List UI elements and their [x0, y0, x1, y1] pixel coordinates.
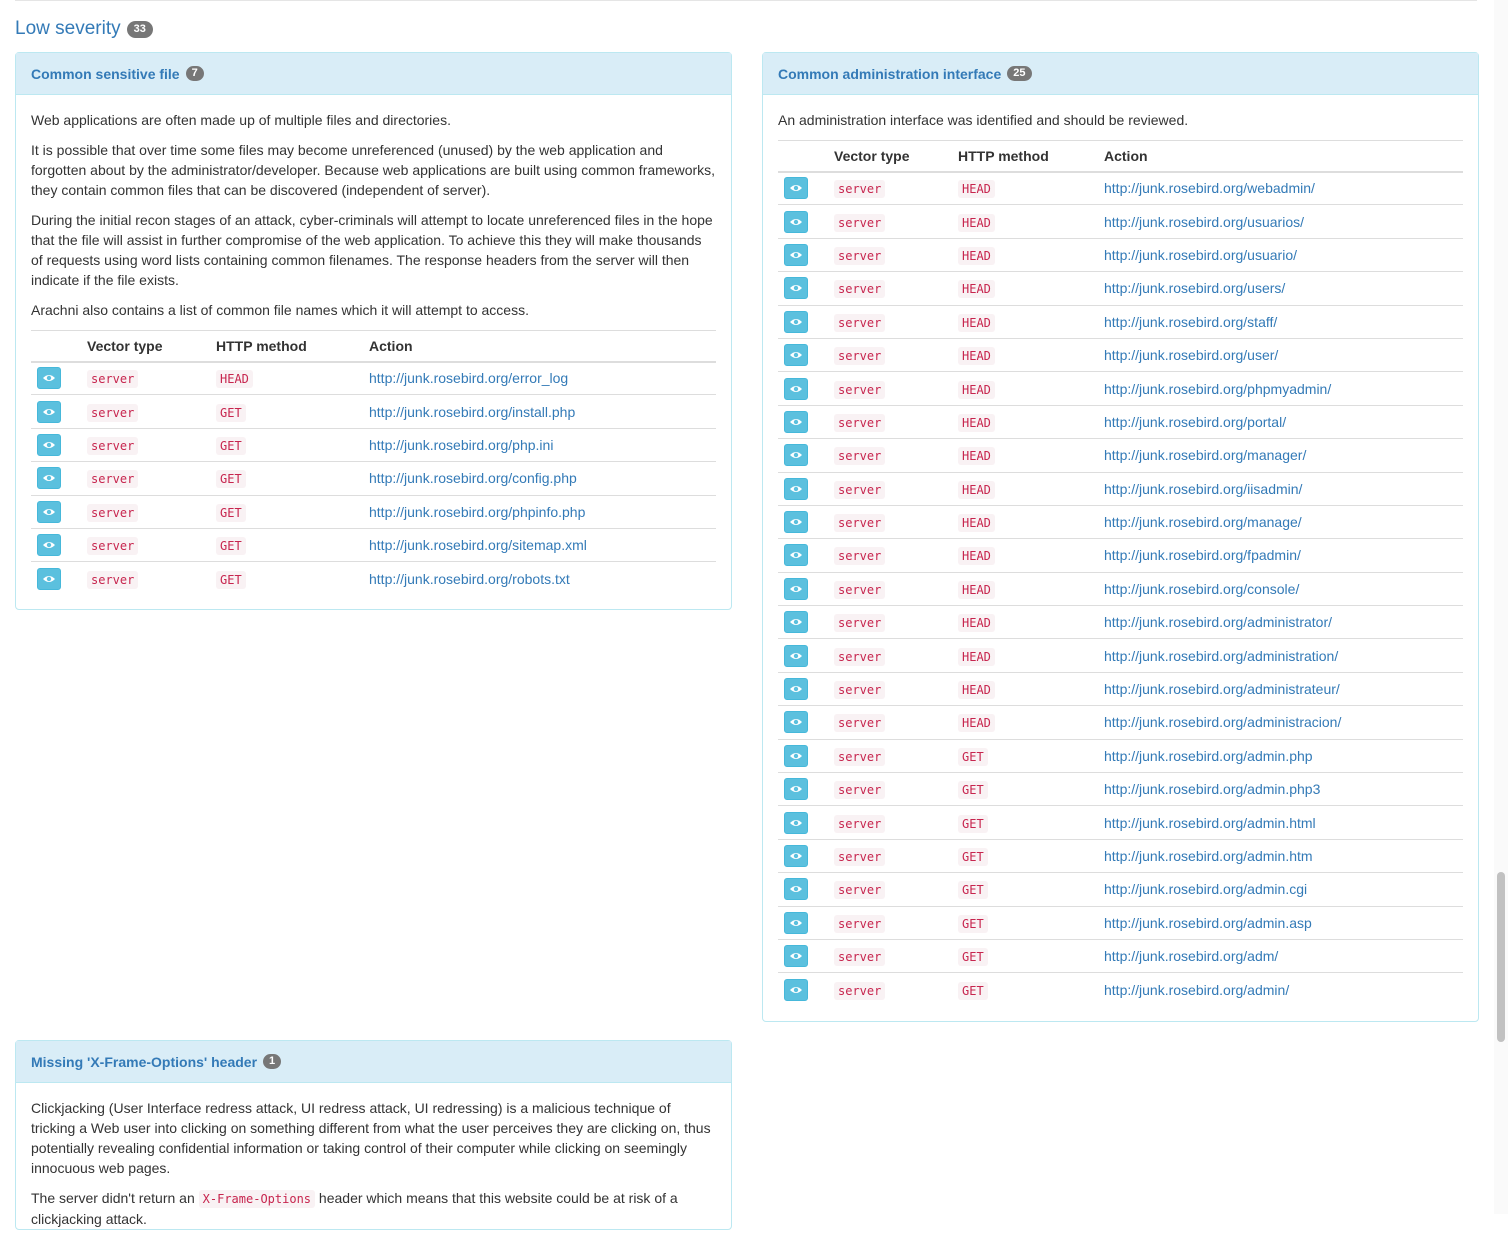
column-header-http-method: HTTP method	[210, 331, 363, 362]
panel-heading[interactable]	[16, 1041, 731, 1083]
eye-icon	[789, 283, 803, 293]
http-method-code: HEAD	[958, 414, 995, 432]
http-method-code: HEAD	[958, 447, 995, 465]
eye-icon	[789, 550, 803, 560]
action-link[interactable]: http://junk.rosebird.org/users/	[1104, 280, 1286, 297]
table-row	[778, 172, 1463, 205]
description-paragraph: An administration interface was identified and should be reviewed.	[778, 112, 1189, 128]
panel-title[interactable]: Common administration interface	[778, 65, 1002, 82]
action-link[interactable]: http://junk.rosebird.org/administrator/	[1104, 614, 1332, 631]
table-row	[778, 606, 1463, 639]
http-method-code: GET	[216, 404, 246, 422]
eye-icon	[42, 407, 56, 417]
description-paragraph: It is possible that over time some files may become unreferenced (unused) by the web application and forgotten about by the administrator/developer. Because web applications are built using common frameworks, they contain common files that can be discovered (independent of server).	[31, 142, 716, 198]
http-method-code: GET	[216, 504, 246, 522]
view-details-button[interactable]	[784, 778, 808, 800]
vector-type-code: server	[834, 447, 885, 465]
action-link[interactable]: http://junk.rosebird.org/administracion/	[1104, 714, 1342, 731]
action-link[interactable]: http://junk.rosebird.org/admin.html	[1104, 814, 1316, 831]
view-details-button[interactable]	[784, 311, 808, 333]
view-details-button[interactable]	[784, 344, 808, 366]
table-row	[31, 362, 716, 395]
description-paragraph: During the initial recon stages of an attack, cyber-criminals will attempt to locate unreferenced files in the hope that the file will assist in further compromise of the web application. To achieve this they will make thousands of requests using word lists containing common filenames. The response headers from the server will then indicate if the file exists.	[31, 212, 713, 288]
vector-type-code: server	[87, 537, 138, 555]
description-paragraph: Arachni also contains a list of common file names which it will attempt to access.	[31, 302, 529, 318]
vector-type-code: server	[87, 437, 138, 455]
http-method-code: GET	[216, 537, 246, 555]
action-link[interactable]: http://junk.rosebird.org/staff/	[1104, 313, 1278, 330]
paragraph-text: The server didn't return an	[31, 1190, 199, 1206]
http-method-code: HEAD	[216, 370, 253, 388]
table-row	[778, 439, 1463, 472]
issue-count-badge: 1	[263, 1054, 281, 1069]
eye-icon	[42, 440, 56, 450]
panel-heading[interactable]	[763, 53, 1478, 95]
http-method-code: GET	[958, 748, 988, 766]
vector-type-code: server	[834, 481, 885, 499]
http-method-code: HEAD	[958, 547, 995, 565]
http-method-code: HEAD	[958, 581, 995, 599]
eye-icon	[42, 574, 56, 584]
view-details-button[interactable]	[37, 367, 61, 389]
vector-type-code: server	[87, 370, 138, 388]
panel-common-sensitive-file	[15, 52, 732, 610]
eye-icon	[789, 751, 803, 761]
action-link[interactable]: http://junk.rosebird.org/php.ini	[369, 436, 554, 453]
view-details-button[interactable]	[784, 544, 808, 566]
vector-type-code: server	[834, 280, 885, 298]
table-body	[31, 362, 716, 596]
http-method-code: GET	[958, 848, 988, 866]
action-link[interactable]: http://junk.rosebird.org/user/	[1104, 347, 1279, 364]
table-row	[778, 338, 1463, 371]
vector-type-code: server	[834, 915, 885, 933]
http-method-code: GET	[958, 948, 988, 966]
table-row	[778, 305, 1463, 338]
http-method-code: HEAD	[958, 180, 995, 198]
action-link[interactable]: http://junk.rosebird.org/admin.php	[1104, 747, 1313, 764]
http-method-code: GET	[216, 437, 246, 455]
table-row	[778, 372, 1463, 405]
view-details-button[interactable]	[784, 812, 808, 834]
action-link[interactable]: http://junk.rosebird.org/iisadmin/	[1104, 480, 1303, 497]
action-link[interactable]: http://junk.rosebird.org/admin.cgi	[1104, 881, 1308, 898]
vector-type-code: server	[87, 571, 138, 589]
vector-type-code: server	[834, 180, 885, 198]
description-paragraph: Clickjacking (User Interface redress attack, UI redress attack, UI redressing) is a malicious technique of tricking a Web user into clicking on something different from what the user perceives they are clicking on, thus potentially revealing confidential information or taking control of their computer while clicking on seemingly innocuous web pages.	[31, 1100, 711, 1176]
http-method-code: GET	[216, 571, 246, 589]
section-title: Low severity	[15, 18, 121, 39]
vector-type-code: server	[834, 881, 885, 899]
view-details-button[interactable]	[784, 478, 808, 500]
eye-icon	[789, 651, 803, 661]
http-method-code: HEAD	[958, 280, 995, 298]
vector-type-code: server	[834, 581, 885, 599]
table-row	[778, 238, 1463, 271]
panel-body	[16, 95, 731, 605]
eye-icon	[789, 350, 803, 360]
http-method-code: GET	[958, 781, 988, 799]
http-method-code: HEAD	[958, 514, 995, 532]
action-link[interactable]: http://junk.rosebird.org/console/	[1104, 580, 1300, 597]
panel-title[interactable]: Common sensitive file	[31, 65, 180, 82]
http-method-code: GET	[958, 915, 988, 933]
panel-title[interactable]: Missing 'X-Frame-Options' header	[31, 1053, 258, 1070]
vector-type-code: server	[834, 948, 885, 966]
http-method-code: HEAD	[958, 648, 995, 666]
http-method-code: HEAD	[958, 614, 995, 632]
eye-icon	[789, 985, 803, 995]
table-row	[778, 572, 1463, 605]
vector-type-code: server	[834, 815, 885, 833]
eye-icon	[789, 317, 803, 327]
eye-icon	[789, 450, 803, 460]
table-row	[778, 539, 1463, 572]
http-method-code: HEAD	[958, 314, 995, 332]
action-link[interactable]: http://junk.rosebird.org/administration/	[1104, 647, 1339, 664]
view-details-button[interactable]	[784, 878, 808, 900]
table-row	[778, 739, 1463, 772]
table-row	[778, 906, 1463, 939]
eye-icon	[789, 784, 803, 794]
vector-type-code: server	[834, 314, 885, 332]
paragraph-text: header which means that this website could be at risk of a clickjacking attack.	[31, 1190, 678, 1227]
column-header-http-method: HTTP method	[952, 141, 1098, 172]
http-method-code: GET	[958, 815, 988, 833]
vector-type-code: server	[834, 381, 885, 399]
vector-type-code: server	[834, 247, 885, 265]
issue-count-badge: 25	[1007, 66, 1031, 81]
eye-icon	[42, 507, 56, 517]
eye-icon	[789, 584, 803, 594]
section-count-badge: 33	[127, 21, 153, 38]
http-method-code: HEAD	[958, 714, 995, 732]
vector-type-code: server	[87, 470, 138, 488]
eye-icon	[42, 540, 56, 550]
vector-type-code: server	[834, 614, 885, 632]
table-body	[778, 172, 1463, 1007]
http-method-code: HEAD	[958, 214, 995, 232]
view-details-button[interactable]	[784, 277, 808, 299]
action-link[interactable]: http://junk.rosebird.org/install.php	[369, 403, 576, 420]
http-method-code: HEAD	[958, 681, 995, 699]
action-link[interactable]: http://junk.rosebird.org/sitemap.xml	[369, 537, 587, 554]
vector-type-code: server	[834, 347, 885, 365]
http-method-code: HEAD	[958, 247, 995, 265]
table-row	[778, 639, 1463, 672]
action-link[interactable]: http://junk.rosebird.org/phpmyadmin/	[1104, 380, 1332, 397]
eye-icon	[789, 183, 803, 193]
view-details-button[interactable]	[784, 211, 808, 233]
view-details-button[interactable]	[784, 979, 808, 1001]
table-row	[778, 806, 1463, 839]
vector-type-code: server	[834, 414, 885, 432]
action-link[interactable]: http://junk.rosebird.org/usuario/	[1104, 246, 1297, 263]
table-row	[31, 462, 716, 495]
http-method-code: GET	[958, 982, 988, 1000]
vector-type-code: server	[834, 781, 885, 799]
eye-icon	[789, 617, 803, 627]
view-details-button[interactable]	[784, 378, 808, 400]
eye-icon	[789, 484, 803, 494]
eye-icon	[42, 473, 56, 483]
panel-body	[763, 95, 1478, 1016]
table-row	[778, 505, 1463, 538]
action-link[interactable]: http://junk.rosebird.org/manage/	[1104, 514, 1302, 531]
column-header-vector-type: Vector type	[81, 331, 210, 362]
vector-type-code: server	[834, 648, 885, 666]
table-row	[778, 205, 1463, 238]
description-paragraph	[31, 1188, 716, 1229]
eye-icon	[789, 384, 803, 394]
column-header-vector-type: Vector type	[828, 141, 952, 172]
vector-type-code: server	[834, 748, 885, 766]
vector-type-code: server	[834, 982, 885, 1000]
table-row	[778, 773, 1463, 806]
action-link[interactable]: http://junk.rosebird.org/admin.asp	[1104, 914, 1312, 931]
table-row	[778, 973, 1463, 1006]
view-details-button[interactable]	[784, 177, 808, 199]
view-details-button[interactable]	[784, 244, 808, 266]
table-row	[778, 272, 1463, 305]
vector-type-code: server	[834, 547, 885, 565]
column-header-action: Action	[363, 331, 716, 362]
table-header-row	[778, 141, 1463, 172]
vectors-table	[31, 330, 716, 595]
view-details-button[interactable]	[784, 444, 808, 466]
eye-icon	[789, 717, 803, 727]
view-details-button[interactable]	[37, 434, 61, 456]
vector-type-code: server	[834, 848, 885, 866]
view-details-button[interactable]	[37, 467, 61, 489]
action-link[interactable]: http://junk.rosebird.org/portal/	[1104, 413, 1287, 430]
header-name-code: X-Frame-Options	[199, 1190, 315, 1208]
panel-heading[interactable]	[16, 53, 731, 95]
view-details-button[interactable]	[37, 401, 61, 423]
vector-type-code: server	[834, 714, 885, 732]
table-row	[31, 495, 716, 528]
eye-icon	[789, 250, 803, 260]
table-row	[778, 706, 1463, 739]
action-link[interactable]: http://junk.rosebird.org/manager/	[1104, 447, 1307, 464]
view-details-button[interactable]	[784, 745, 808, 767]
action-link[interactable]: http://junk.rosebird.org/usuarios/	[1104, 213, 1304, 230]
action-link[interactable]: http://junk.rosebird.org/error_log	[369, 370, 569, 387]
section-divider	[15, 0, 1477, 1]
action-link[interactable]: http://junk.rosebird.org/phpinfo.php	[369, 503, 586, 520]
eye-icon	[789, 918, 803, 928]
eye-icon	[789, 517, 803, 527]
table-row	[31, 395, 716, 428]
http-method-code: HEAD	[958, 381, 995, 399]
vertical-scrollbar[interactable]	[1494, 0, 1508, 1214]
table-row	[778, 405, 1463, 438]
panel-common-administration-interface	[762, 52, 1479, 1022]
scrollbar-thumb[interactable]	[1497, 872, 1505, 1042]
view-details-button[interactable]	[37, 568, 61, 590]
view-details-button[interactable]	[784, 645, 808, 667]
view-details-button[interactable]	[37, 534, 61, 556]
action-link[interactable]: http://junk.rosebird.org/robots.txt	[369, 570, 570, 587]
action-link[interactable]: http://junk.rosebird.org/admin.php3	[1104, 781, 1321, 798]
section-heading-low-severity	[15, 18, 153, 40]
eye-icon	[789, 417, 803, 427]
http-method-code: HEAD	[958, 481, 995, 499]
description-paragraph: Web applications are often made up of multiple files and directories.	[31, 112, 451, 128]
vector-type-code: server	[87, 404, 138, 422]
vectors-table	[778, 140, 1463, 1006]
panel-missing-x-frame-options	[15, 1040, 732, 1230]
view-details-button[interactable]	[784, 912, 808, 934]
http-method-code: GET	[216, 470, 246, 488]
table-row	[778, 873, 1463, 906]
table-row	[778, 939, 1463, 972]
action-link[interactable]: http://junk.rosebird.org/administrateur/	[1104, 681, 1340, 698]
view-details-button[interactable]	[784, 611, 808, 633]
action-link[interactable]: http://junk.rosebird.org/admin.htm	[1104, 848, 1313, 864]
view-details-button[interactable]	[784, 678, 808, 700]
action-link[interactable]: http://junk.rosebird.org/adm/	[1104, 948, 1279, 965]
view-details-button[interactable]	[784, 411, 808, 433]
eye-icon	[42, 373, 56, 383]
http-method-code: GET	[958, 881, 988, 899]
table-header-row	[31, 331, 716, 362]
view-details-button[interactable]	[784, 845, 808, 867]
eye-icon	[789, 818, 803, 828]
eye-icon	[789, 217, 803, 227]
http-method-code: HEAD	[958, 347, 995, 365]
view-details-button[interactable]	[784, 511, 808, 533]
vector-type-code: server	[834, 681, 885, 699]
view-details-button[interactable]	[784, 711, 808, 733]
table-row	[778, 672, 1463, 705]
issue-count-badge: 7	[186, 66, 204, 81]
view-details-button[interactable]	[784, 578, 808, 600]
view-details-button[interactable]	[37, 501, 61, 523]
action-link[interactable]: http://junk.rosebird.org/admin/	[1104, 981, 1290, 998]
eye-icon	[789, 684, 803, 694]
vector-type-code: server	[87, 504, 138, 522]
vector-type-code: server	[834, 214, 885, 232]
table-row	[31, 562, 716, 595]
action-link[interactable]: http://junk.rosebird.org/fpadmin/	[1104, 547, 1301, 564]
panel-body	[16, 1083, 731, 1249]
action-link[interactable]: http://junk.rosebird.org/config.php	[369, 470, 577, 487]
eye-icon	[789, 951, 803, 961]
action-link[interactable]: http://junk.rosebird.org/webadmin/	[1104, 180, 1315, 197]
table-row	[778, 472, 1463, 505]
view-details-button[interactable]	[784, 945, 808, 967]
eye-icon	[789, 884, 803, 894]
column-header-action: Action	[1098, 141, 1463, 172]
table-row	[778, 839, 1463, 872]
vector-type-code: server	[834, 514, 885, 532]
table-row	[31, 428, 716, 461]
eye-icon	[789, 851, 803, 861]
table-row	[31, 528, 716, 561]
